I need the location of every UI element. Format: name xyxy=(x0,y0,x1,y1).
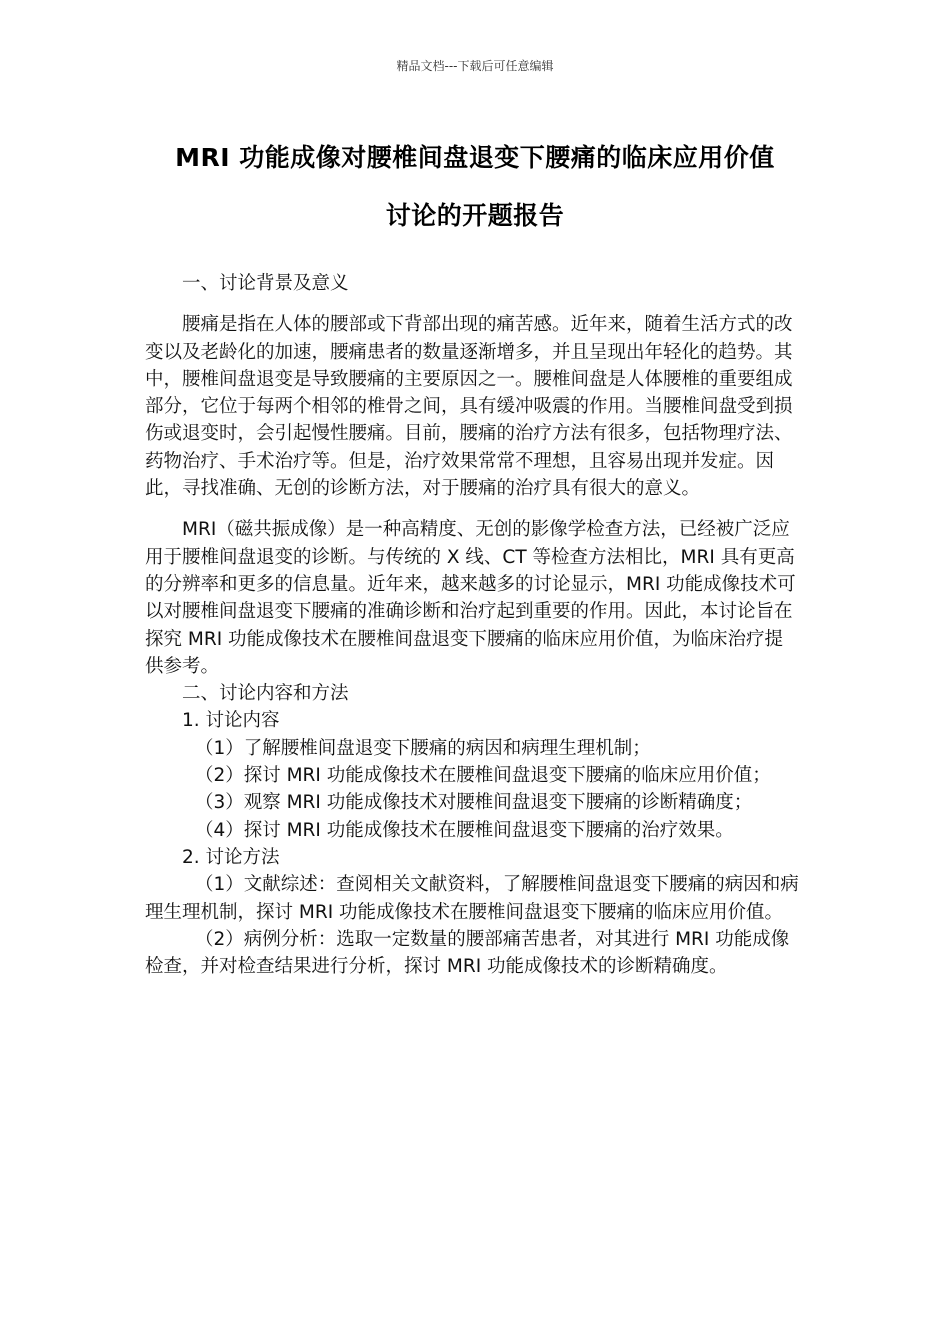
title-line-2: 讨论的开题报告 xyxy=(385,201,565,230)
section-1-paragraph-2: MRI（磁共振成像）是一种高精度、无创的影像学检查方法，已经被广泛应用于腰椎间盘退变的诊断。与传统的 X 线、CT 等检查方法相比，MRI 具有更高的分辨率和更多的信息量。近年来，越来越多的讨论显示，MRI 功能成像技术可以对腰椎间盘退变下腰痛的准确诊断和治疗起到重要的作用。因此，本讨论旨在探究 MRI 功能成像技术在腰椎间盘退变下腰痛的临床应用价值，为临床治疗提供参考。 xyxy=(145,519,796,677)
method-item: （1）文献综述：查阅相关文献资料，了解腰椎间盘退变下腰痛的病因和病理生理机制，探讨 MRI 功能成像技术在腰椎间盘退变下腰痛的临床应用价值。 xyxy=(145,874,799,923)
subsection-2-heading: 2. 讨论方法 xyxy=(182,846,280,868)
title-line-1: MRI 功能成像对腰椎间盘退变下腰痛的临床应用价值 xyxy=(175,143,775,172)
content-item: （2）探讨 MRI 功能成像技术在腰椎间盘退变下腰痛的临床应用价值； xyxy=(194,765,771,787)
section-1-paragraph-1: 腰痛是指在人体的腰部或下背部出现的痛苦感。近年来，随着生活方式的改变以及老龄化的加速，腰痛患者的数量逐渐增多，并且呈现出年轻化的趋势。其中，腰椎间盘退变是导致腰痛的主要原因之一。腰椎间盘是人体腰椎的重要组成部分，它位于每两个相邻的椎骨之间，具有缓冲吸震的作用。当腰椎间盘受到损伤或退变时，会引起慢性腰痛。目前，腰痛的治疗方法有很多，包括物理疗法、药物治疗、手术治疗等。但是，治疗效果常常不理想，且容易出现并发症。因此，寻找准确、无创的诊断方法，对于腰痛的治疗具有很大的意义。 xyxy=(145,314,793,500)
subsection-1-heading: 1. 讨论内容 xyxy=(182,710,280,732)
content-item: （4）探讨 MRI 功能成像技术在腰椎间盘退变下腰痛的治疗效果。 xyxy=(194,819,734,841)
method-item: （2）病例分析：选取一定数量的腰部痛苦患者，对其进行 MRI 功能成像检查，并对检查结果进行分析，探讨 MRI 功能成像技术的诊断精确度。 xyxy=(145,928,790,978)
page-header: 精品文档---下载后可任意编辑 xyxy=(396,59,554,73)
section-1-heading: 一、讨论背景及意义 xyxy=(182,273,349,294)
content-item: （3）观察 MRI 功能成像技术对腰椎间盘退变下腰痛的诊断精确度； xyxy=(194,792,753,814)
content-item: （1）了解腰椎间盘退变下腰痛的病因和病理生理机制； xyxy=(194,737,651,759)
section-2-heading: 二、讨论内容和方法 xyxy=(182,683,349,705)
document-body xyxy=(145,270,800,980)
